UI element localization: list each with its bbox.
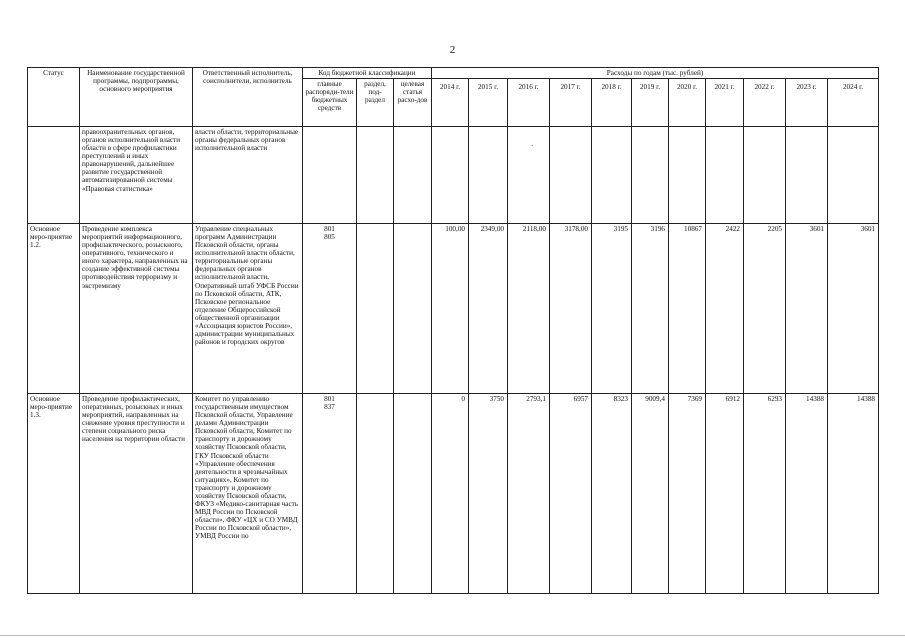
row-value: 7369 xyxy=(669,394,706,594)
row-value: 2422 xyxy=(706,224,744,394)
header-expenses: Расходы по годам (тыс. рублей) xyxy=(432,68,879,79)
row-value: 3196 xyxy=(632,224,669,394)
row-value: 6293 xyxy=(744,394,786,594)
header-executor: Ответственный исполнитель, соисполнители, исполнитель xyxy=(193,68,303,127)
row-value xyxy=(632,127,669,224)
row-value xyxy=(706,127,744,224)
row-value: 6957 xyxy=(550,394,592,594)
row-value: 14388 xyxy=(786,394,828,594)
scan-edge xyxy=(0,635,905,636)
row-value xyxy=(669,127,706,224)
row-value xyxy=(744,127,786,224)
header-year: 2016 г. xyxy=(508,79,550,127)
header-year: 2022 г. xyxy=(744,79,786,127)
row-value: · xyxy=(469,127,508,224)
row-value: 3195 xyxy=(592,224,632,394)
row-value xyxy=(592,127,632,224)
row-value: 10867 xyxy=(669,224,706,394)
page-number: 2 xyxy=(449,44,456,56)
header-section: раздел, под-раздел xyxy=(357,79,394,127)
row-executor: Комитет по управлению государственным имуществом Псковской области, Управление делами Администрации Псковской области, Комитет по транспорту и дорожному хозяйству Псковской области, ГКУ Псковской области «Управление обеспечения деятельности в чрезвычайных ситуациях», Комитет по транспорту и дорожному хозяйству Псковской области, ФКУЗ «Медико-санитарная часть МВД России по Псковской области», ФКУ «ЦХ и СО УМВД России по Псковской области», УМВД России по xyxy=(193,394,303,594)
row-name: правоохранительных органов, органов исполнительной власти области в сфере профилактики преступлений и иных правонарушений, дальнейшее развитие государственной автоматизированной системы «Правовая статистика» xyxy=(80,127,193,224)
row-name: Проведение комплекса мероприятий информационного, профилактического, розыскного, оперативного, технического и иного характера, направленных на создание эффективной системы противодействия терроризму и экстремизму xyxy=(80,224,193,394)
row-value: 14388 xyxy=(828,394,879,594)
header-status: Статус xyxy=(28,68,80,127)
header-year: 2015 г. xyxy=(469,79,508,127)
table-row xyxy=(28,394,879,594)
header-year: 2024 г. xyxy=(828,79,879,127)
row-value: 2118,00 xyxy=(508,224,550,394)
row-value: 2349,00 xyxy=(469,224,508,394)
row-section xyxy=(357,224,394,394)
header-year: 2017 г. xyxy=(550,79,592,127)
header-main-admin: главные распоряди-тели бюджетных средств xyxy=(303,79,357,127)
row-value xyxy=(508,127,550,224)
row-value xyxy=(550,127,592,224)
header-year: 2018 г. xyxy=(592,79,632,127)
header-year: 2014 г. xyxy=(432,79,469,127)
row-value: 3601 xyxy=(828,224,879,394)
header-year: 2020 г. xyxy=(669,79,706,127)
header-year: 2021 г. xyxy=(706,79,744,127)
row-target xyxy=(394,394,432,594)
row-target xyxy=(394,127,432,224)
row-executor: власти области, территориальные органы федеральных органов исполнительной власти xyxy=(193,127,303,224)
row-codes: 801 837 xyxy=(303,394,357,594)
row-name: Проведение профилактических, оперативных, розыскных и иных мероприятий, направленных на снижение уровня преступности и степени социального риска населения на территории области xyxy=(80,394,193,594)
row-value: 3750 xyxy=(469,394,508,594)
header-target: целевая статья расхо-дов xyxy=(394,79,432,127)
row-section xyxy=(357,394,394,594)
row-value: 9009,4 xyxy=(632,394,669,594)
row-value: 0 xyxy=(432,394,469,594)
row-codes: 801 805 xyxy=(303,224,357,394)
row-executor: Управление специальных программ Администрации Псковской области, органы исполнительной власти области, территориальные органы федеральных органов исполнительной власти, Оперативный штаб УФСБ России по Псковской области, АТК, Псковское региональное отделение Общероссийской общественной организации «Ассоциация юристов России», администрации муниципальных районов и городских округов xyxy=(193,224,303,394)
row-status xyxy=(28,127,80,224)
row-value: 6912 xyxy=(706,394,744,594)
row-section xyxy=(357,127,394,224)
table-row xyxy=(28,127,879,224)
header-name: Наименование государственной программы, подпрограммы, основного мероприятия xyxy=(80,68,193,127)
row-value: 2793,1 xyxy=(508,394,550,594)
header-budget-code: Код бюджетной классификации xyxy=(303,68,432,79)
row-value: 2205 xyxy=(744,224,786,394)
row-value: 3178,00 xyxy=(550,224,592,394)
row-codes xyxy=(303,127,357,224)
row-value xyxy=(786,127,828,224)
table-row xyxy=(28,224,879,394)
row-status: Основное меро-приятие 1.3. xyxy=(28,394,80,594)
row-value: 100,00 xyxy=(432,224,469,394)
row-value xyxy=(432,127,469,224)
header-year: 2019 г. xyxy=(632,79,669,127)
row-value: 8323 xyxy=(592,394,632,594)
row-target xyxy=(394,224,432,394)
header-year: 2023 г. xyxy=(786,79,828,127)
row-value xyxy=(828,127,879,224)
budget-table xyxy=(27,67,879,594)
row-value: 3601 xyxy=(786,224,828,394)
row-status: Основное меро-приятие 1.2. xyxy=(28,224,80,394)
